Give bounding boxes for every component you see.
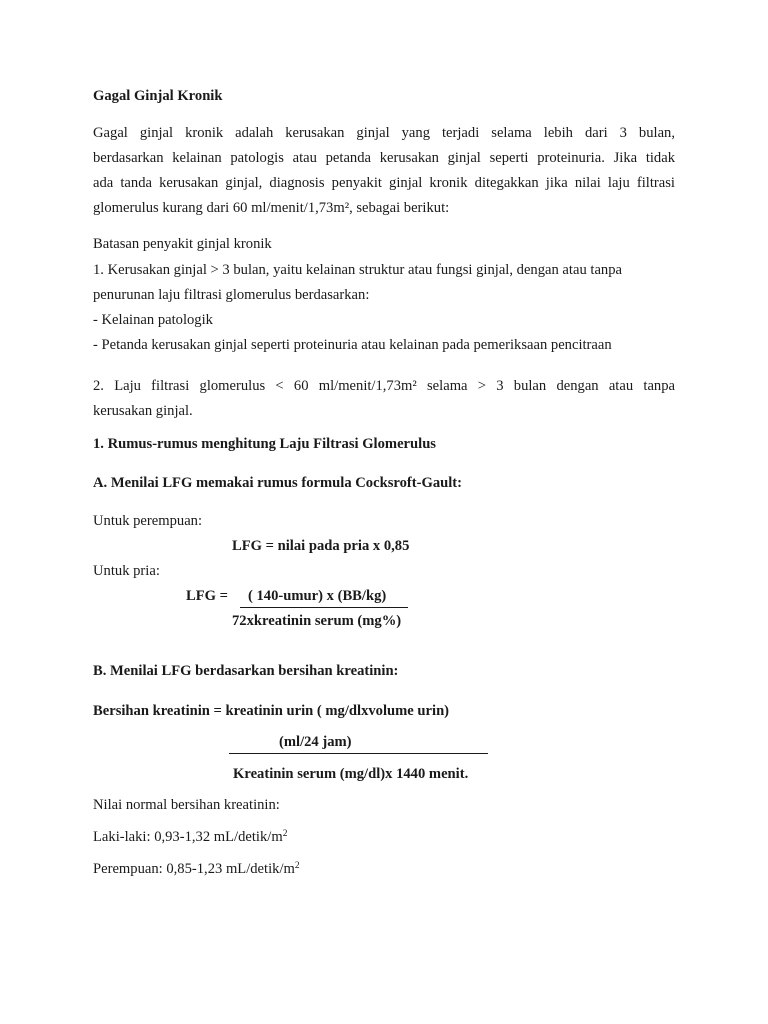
intro-line-4: glomerulus kurang dari 60 ml/menit/1,73m², sebagai berikut:	[93, 200, 450, 216]
document-title: Gagal Ginjal Kronik	[93, 88, 223, 104]
female-formula: LFG = nilai pada pria x 0,85	[232, 538, 410, 554]
normal-value-label: Nilai normal bersihan kreatinin:	[93, 797, 280, 813]
intro-line-3: ada tanda kerusakan ginjal, diagnosis penyakit ginjal kronik ditegakkan jika nilai laju filtrasi	[93, 175, 675, 191]
male-formula-lhs: LFG =	[186, 588, 228, 604]
female-label: Untuk perempuan:	[93, 513, 203, 529]
superscript-2: 2	[294, 861, 300, 871]
batasan-item2-line1: 2. Laju filtrasi glomerulus < 60 ml/menit/1,73m² selama > 3 bulan dengan atau tanpa	[93, 378, 675, 394]
male-fraction-bar	[240, 607, 408, 608]
batasan-item1-line2: penurunan laju filtrasi glomerulus berdasarkan:	[93, 287, 370, 303]
intro-line-2: berdasarkan kelainan patologis atau petanda kerusakan ginjal seperti proteinuria. Jika tidak	[93, 150, 675, 166]
intro-line-1: Gagal ginjal kronik adalah kerusakan ginjal yang terjadi selama lebih dari 3 bulan,	[93, 125, 675, 141]
batasan-sub-1: - Kelainan patologik	[93, 312, 213, 328]
batasan-sub-2: - Petanda kerusakan ginjal seperti proteinuria atau kelainan pada pemeriksaan pencitraan	[93, 337, 612, 353]
male-label: Untuk pria:	[93, 563, 160, 579]
clearance-formula-line1: Bersihan kreatinin = kreatinin urin ( mg/dlxvolume urin)	[93, 703, 450, 719]
sectionA-heading: A. Menilai LFG memakai rumus formula Cocksroft-Gault:	[93, 475, 463, 491]
clearance-formula-line2: (ml/24 jam)	[279, 734, 352, 750]
sectionB-heading: B. Menilai LFG berdasarkan bersihan kreatinin:	[93, 663, 399, 679]
male-normal-value: Laki-laki: 0,93-1,32 $mL/detik/m^2$	[93, 829, 288, 845]
batasan-item2-line2: kerusakan ginjal.	[93, 403, 193, 419]
male-formula-numerator: ( 140-umur) x (BB/kg)	[248, 588, 387, 604]
batasan-item1-line1: 1. Kerusakan ginjal > 3 bulan, yaitu kelainan struktur atau fungsi ginjal, dengan atau tanpa	[93, 262, 622, 278]
batasan-heading: Batasan penyakit ginjal kronik	[93, 236, 272, 252]
superscript-2: 2	[282, 829, 288, 839]
clearance-formula-denominator: Kreatinin serum (mg/dl)x 1440 menit.	[233, 766, 469, 782]
male-formula-denominator: 72xkreatinin serum (mg%)	[232, 613, 402, 629]
section1-heading: 1. Rumus-rumus menghitung Laju Filtrasi Glomerulus	[93, 436, 436, 452]
clearance-fraction-bar	[229, 753, 488, 754]
female-normal-value: Perempuan: 0,85-1,23 $mL/detik/m^2$	[93, 861, 300, 877]
